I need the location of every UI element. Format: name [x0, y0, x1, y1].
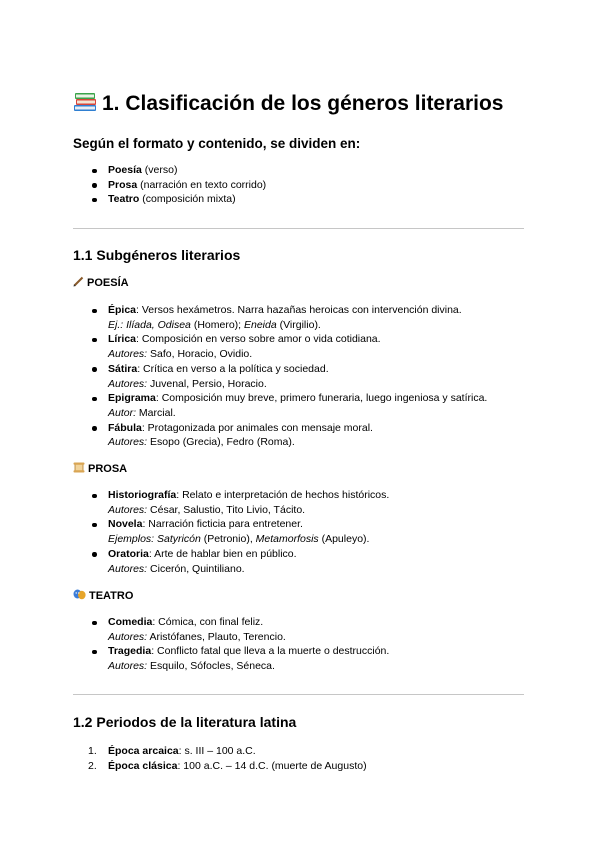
divider — [73, 228, 524, 229]
list-item: Sátira: Crítica en verso a la política y sociedad. Autores: Juvenal, Persio, Horacio. — [86, 362, 487, 391]
theater-masks-icon — [73, 589, 86, 600]
list-item: Fábula: Protagonizada por animales con mensaje moral. Autores: Esopo (Grecia), Fedro (Roma). — [86, 421, 487, 450]
teatro-heading: TEATRO — [73, 589, 133, 602]
section-heading-1-1: 1.1 Subgéneros literarios — [73, 247, 241, 263]
intro-heading: Según el formato y contenido, se dividen en: — [73, 136, 361, 151]
intro-list — [86, 163, 266, 207]
teatro-list — [86, 615, 389, 674]
list-item: Épica: Versos hexámetros. Narra hazañas heroicas con intervención divina. Ej.: Ilíada, Odisea (Homero); Eneida (Virgilio). — [86, 303, 487, 332]
list-item: Historiografía: Relato e interpretación de hechos históricos. Autores: César, Salustio, Tito Livio, Tácito. — [86, 488, 389, 517]
section-heading-1-2: 1.2 Periodos de la literatura latina — [73, 714, 297, 730]
list-item: Prosa (narración en texto corrido) — [86, 178, 266, 193]
list-item: Poesía (verso) — [86, 163, 266, 178]
list-item: Epigrama: Composición muy breve, primero funeraria, luego ingeniosa y satírica. Autor: Marcial. — [86, 391, 487, 420]
prosa-heading: PROSA — [73, 462, 127, 475]
prosa-list — [86, 488, 389, 576]
list-item: Lírica: Composición en verso sobre amor o vida cotidiana. Autores: Safo, Horacio, Ovidio. — [86, 332, 487, 361]
list-item: Oratoria: Arte de hablar bien en público. Autores: Cicerón, Quintiliano. — [86, 547, 389, 576]
list-item: Novela: Narración ficticia para entretener. Ejemplos: Satyricón (Petronio), Metamorfosis (Apuleyo). — [86, 517, 389, 546]
divider — [73, 694, 524, 695]
list-item: 2. Época clásica: 100 a.C. – 14 d.C. (muerte de Augusto) — [88, 759, 367, 772]
periods-list — [86, 744, 367, 773]
poesia-heading: POESÍA — [73, 276, 129, 289]
pen-icon — [73, 276, 84, 287]
scroll-icon — [73, 462, 85, 473]
list-item: Teatro (composición mixta) — [86, 192, 266, 207]
list-item: Comedia: Cómica, con final feliz. Autores: Aristófanes, Plauto, Terencio. — [86, 615, 389, 644]
poesia-list — [86, 303, 487, 450]
page-title-text: 1. Clasificación de los géneros literarios — [102, 92, 504, 115]
list-item: Tragedia: Conflicto fatal que lleva a la muerte o destrucción. Autores: Esquilo, Sófocles, Séneca. — [86, 644, 389, 673]
page-title — [73, 91, 503, 117]
list-item: 1. Época arcaica: s. III – 100 a.C. — [88, 745, 256, 757]
books-icon — [73, 91, 98, 113]
